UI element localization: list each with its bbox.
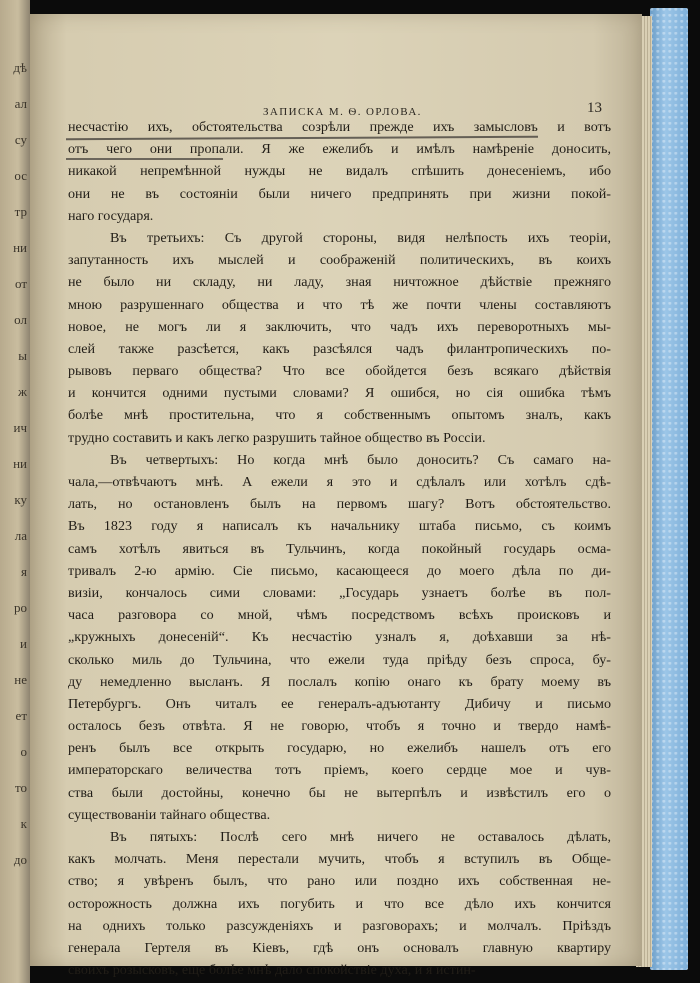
text-line: ренъ былъ все открыть государю, но ежелибъ нашелъ отъ его [68,740,611,757]
text-line: на однихъ только разсужденіяхъ и разговорахъ; и молчалъ. Пріѣздъ [68,917,611,934]
text-line: несчастію ихъ, обстоятельства созрѣли прежде ихъ замысловъ и вотъ [68,119,611,135]
left-page-fragment: ро [14,600,27,615]
left-page-fragment: и [20,636,27,651]
text-line: новое, не могъ ли я заключить, что чадъ ихъ переворотныхъ мы- [68,318,611,335]
text-line: императорскаго величества тотъ пріемъ, коего сердце мое и чув- [68,762,611,779]
text-line: визіи, кончалось сими словами: „Государь узнаетъ болѣе въ пол- [68,584,611,601]
text-line: осталось безъ отвѣта. Я не говорю, чтобъ я точно и твердо намѣ- [68,718,611,735]
left-page-fragment: я [21,564,27,579]
text-line: лать, но остановленъ былъ на первомъ шагу? Вотъ обстоятельство. [68,496,611,513]
text-line: тривалъ 2-ю армію. Сіе письмо, касающееся до моего дѣла по ди- [68,562,611,579]
text-line: „кружныхъ донесеній“. Къ несчастію узналъ я, доѣхавши за нѣ- [68,629,611,646]
left-page-fragment: дѣ [13,60,27,75]
left-page-fragment: ла [14,528,27,543]
text-line: ство; я увѣренъ былъ, что рано или поздно ихъ собственная не- [68,873,611,890]
text-line: слей также разсѣется, какъ разсѣялся чадъ филантропическихъ по- [68,340,611,357]
text-line: ду немедленно высланъ. Я послалъ копію онаго къ брату моему въ [68,673,611,690]
left-page-fragment: ку [14,492,27,507]
text-line: Петербургъ. Онъ читалъ ее генералъ-адъютанту Дибичу и письмо [68,695,611,712]
text-line: генерала Гертеля въ Кіевъ, гдѣ онъ основалъ главную квартиру [68,939,611,956]
left-page-fragment: ал [14,96,27,111]
text-line: они не въ состояніи были ничего предпринять при жизни покой- [68,185,611,202]
text-line: Въ четвертыхъ: Но когда мнѣ было доносить? Съ самаго на- [110,451,611,468]
text-line: мною разрушеннаго общества и что тѣ же почти члены составляютъ [68,296,611,313]
left-page-fragment: тр [14,204,27,219]
text-line: никакой непремѣнной нужды не видалъ спѣшить донесеніемъ, ибо [68,163,611,180]
left-page-fragment: ни [13,456,27,471]
left-page-fragment: ы [18,348,27,363]
left-page-fragment: ич [13,420,27,435]
text-line: ства были достойны, конечно бы не вытерпѣлъ и извѣстилъ его о [68,784,611,801]
text-line: наго государя. [68,207,154,224]
text-line: Въ третьихъ: Съ другой стороны, видя нелѣпость ихъ теоріи, [110,229,611,246]
text-line: рывовъ перваго общества? Что все обойдется безъ всякаго дѣйствія [68,363,611,380]
left-page-fragment: су [14,132,27,147]
text-line: Въ пятыхъ: Послѣ сего мнѣ ничего не оставалось дѣлать, [110,829,611,845]
left-page-fragment: от [14,276,27,291]
left-page-fragment: ж [18,384,27,399]
text-line: своихъ розысковъ, еще болѣе мнѣ дало спокойствіе духа, и я истин- [68,962,476,979]
left-page-fragment: ос [14,168,27,183]
text-line: Въ 1823 году я написалъ къ начальнику штаба письмо, съ коимъ [68,518,611,535]
page-number: 13 [587,100,602,116]
left-page-fragment: ол [14,312,27,327]
text-line: чала,—отвѣчаютъ мнѣ. А ежели я это и сдѣлалъ или хотѣлъ сдѣ- [68,474,611,490]
text-line: болѣе мнѣ простительна, что я собственнымъ опытомъ зналъ, какъ [68,407,611,424]
text-line: часа разговора со мной, чѣмъ посредствомъ всѣхъ происковъ и [68,607,611,624]
text-line: осторожность должна ихъ погубить и что все дѣло ихъ кончится [68,895,611,912]
left-page-fragment: о [20,744,27,759]
book-cover-edge [650,8,688,970]
left-page-fragment: то [14,780,27,795]
text-line: какъ молчать. Меня перестали мучить, чтобъ я вступилъ въ Обще- [68,851,611,868]
text-line: сколько миль до Тульчина, что ежели туда пріѣду безъ спроса, бу- [68,651,611,668]
text-line: трудно составить и какъ легко разрушить тайное общество въ Россіи. [68,429,486,446]
left-page-fragment: ет [15,708,27,723]
running-header: ЗАПИСКА М. Ѳ. ОРЛОВА. [263,106,422,118]
text-line: отъ чего они пропали. Я же ежелибъ и имѣлъ намѣреніе доносить, [68,141,611,158]
left-page-fragment: до [13,852,27,867]
text-line: и кончится одними пустыми словами? Я ошибся, но сія ошибка тѣмъ [68,385,611,402]
body-text [68,116,611,981]
text-line: не было ни складу, ни ладу, зная ничтожное дѣйствіе прежняго [68,274,611,291]
text-line: запутанность ихъ мыслей и соображеній политическихъ, въ коихъ [68,252,611,269]
text-line: существованіи тайнаго общества. [68,806,271,823]
left-page-edge [0,0,30,983]
left-page-fragment: к [20,816,27,831]
pen-underline-mark-2 [66,158,223,160]
left-page-fragment: не [14,672,27,687]
text-line: самъ хотѣлъ явиться въ Тульчинъ, когда покойный государь осма- [68,540,611,557]
left-page-fragment: ни [13,240,27,255]
